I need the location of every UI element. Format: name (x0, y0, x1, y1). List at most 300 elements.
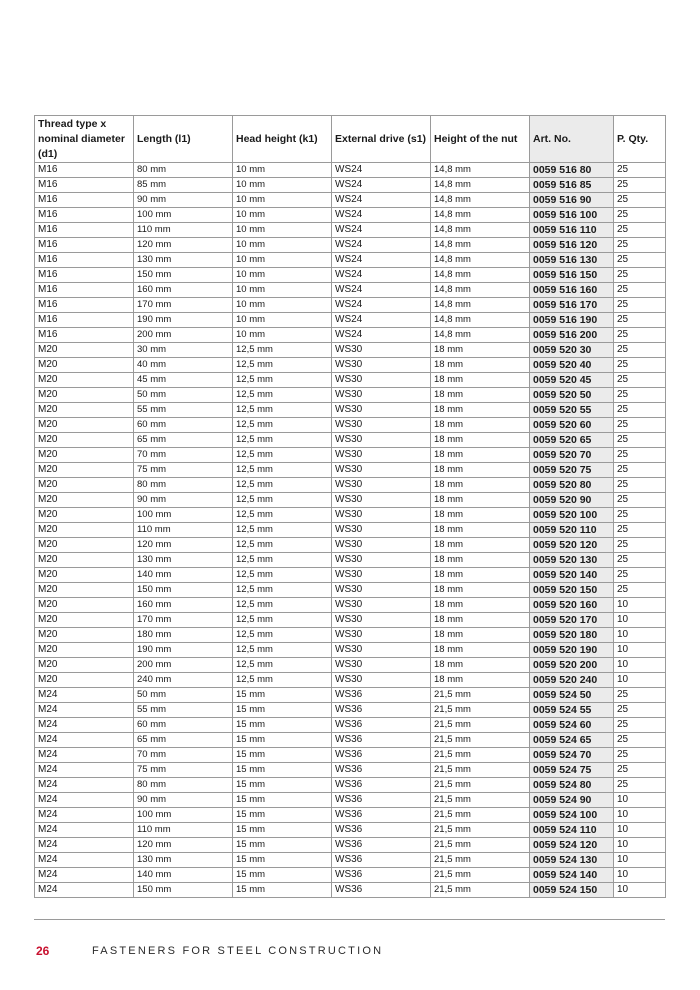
cell-length: 50 mm (134, 688, 233, 703)
cell-external-drive: WS36 (332, 883, 431, 898)
cell-length: 110 mm (134, 223, 233, 238)
cell-external-drive: WS36 (332, 793, 431, 808)
cell-nut-height: 21,5 mm (431, 733, 530, 748)
cell-nut-height: 21,5 mm (431, 778, 530, 793)
cell-nut-height: 21,5 mm (431, 868, 530, 883)
cell-length: 55 mm (134, 703, 233, 718)
cell-nut-height: 18 mm (431, 508, 530, 523)
table-row (35, 268, 666, 283)
cell-length: 65 mm (134, 733, 233, 748)
table-row (35, 868, 666, 883)
cell-head-height: 15 mm (233, 778, 332, 793)
cell-pack-qty: 25 (614, 373, 666, 388)
cell-thread-type: M20 (35, 628, 134, 643)
cell-art-no: 0059 520 70 (530, 448, 614, 463)
cell-nut-height: 14,8 mm (431, 268, 530, 283)
cell-nut-height: 21,5 mm (431, 808, 530, 823)
cell-length: 190 mm (134, 643, 233, 658)
cell-head-height: 12,5 mm (233, 538, 332, 553)
table-row (35, 283, 666, 298)
cell-art-no: 0059 524 55 (530, 703, 614, 718)
cell-thread-type: M24 (35, 748, 134, 763)
table-row (35, 193, 666, 208)
cell-nut-height: 18 mm (431, 643, 530, 658)
table-row (35, 778, 666, 793)
cell-head-height: 12,5 mm (233, 388, 332, 403)
cell-nut-height: 14,8 mm (431, 238, 530, 253)
cell-head-height: 15 mm (233, 748, 332, 763)
cell-nut-height: 14,8 mm (431, 328, 530, 343)
cell-art-no: 0059 516 85 (530, 178, 614, 193)
cell-head-height: 10 mm (233, 238, 332, 253)
cell-nut-height: 21,5 mm (431, 853, 530, 868)
cell-thread-type: M20 (35, 463, 134, 478)
cell-thread-type: M20 (35, 568, 134, 583)
table-row (35, 178, 666, 193)
cell-thread-type: M16 (35, 253, 134, 268)
header-head-height: Head height (k1) (233, 116, 332, 163)
cell-head-height: 12,5 mm (233, 508, 332, 523)
cell-thread-type: M20 (35, 373, 134, 388)
table-row (35, 478, 666, 493)
cell-nut-height: 21,5 mm (431, 793, 530, 808)
table-row (35, 748, 666, 763)
cell-art-no: 0059 524 90 (530, 793, 614, 808)
table-row (35, 553, 666, 568)
cell-external-drive: WS30 (332, 463, 431, 478)
cell-pack-qty: 25 (614, 448, 666, 463)
cell-nut-height: 21,5 mm (431, 703, 530, 718)
table-row (35, 703, 666, 718)
cell-art-no: 0059 524 130 (530, 853, 614, 868)
cell-nut-height: 18 mm (431, 523, 530, 538)
cell-pack-qty: 25 (614, 388, 666, 403)
table-row (35, 583, 666, 598)
header-length: Length (l1) (134, 116, 233, 163)
cell-length: 50 mm (134, 388, 233, 403)
cell-pack-qty: 10 (614, 868, 666, 883)
cell-length: 100 mm (134, 808, 233, 823)
cell-external-drive: WS24 (332, 328, 431, 343)
cell-head-height: 15 mm (233, 793, 332, 808)
page-number: 26 (36, 944, 50, 958)
cell-thread-type: M24 (35, 733, 134, 748)
cell-external-drive: WS30 (332, 613, 431, 628)
cell-pack-qty: 25 (614, 538, 666, 553)
cell-art-no: 0059 516 160 (530, 283, 614, 298)
cell-thread-type: M16 (35, 283, 134, 298)
cell-nut-height: 21,5 mm (431, 718, 530, 733)
table-row (35, 598, 666, 613)
cell-head-height: 12,5 mm (233, 523, 332, 538)
cell-pack-qty: 25 (614, 178, 666, 193)
cell-length: 30 mm (134, 343, 233, 358)
cell-nut-height: 21,5 mm (431, 748, 530, 763)
table-row (35, 688, 666, 703)
table-row (35, 853, 666, 868)
cell-head-height: 12,5 mm (233, 418, 332, 433)
cell-pack-qty: 25 (614, 583, 666, 598)
cell-pack-qty: 25 (614, 163, 666, 178)
cell-external-drive: WS30 (332, 388, 431, 403)
table-row (35, 373, 666, 388)
cell-external-drive: WS30 (332, 403, 431, 418)
cell-pack-qty: 25 (614, 328, 666, 343)
cell-thread-type: M20 (35, 433, 134, 448)
cell-length: 130 mm (134, 553, 233, 568)
cell-head-height: 12,5 mm (233, 598, 332, 613)
cell-art-no: 0059 524 140 (530, 868, 614, 883)
cell-length: 110 mm (134, 823, 233, 838)
cell-external-drive: WS30 (332, 343, 431, 358)
cell-length: 90 mm (134, 193, 233, 208)
cell-thread-type: M24 (35, 823, 134, 838)
header-pack-qty: P. Qty. (614, 116, 666, 163)
cell-thread-type: M16 (35, 268, 134, 283)
cell-pack-qty: 25 (614, 718, 666, 733)
cell-thread-type: M16 (35, 328, 134, 343)
table-row (35, 313, 666, 328)
cell-pack-qty: 10 (614, 838, 666, 853)
cell-pack-qty: 25 (614, 358, 666, 373)
cell-head-height: 12,5 mm (233, 478, 332, 493)
cell-external-drive: WS24 (332, 223, 431, 238)
cell-head-height: 10 mm (233, 193, 332, 208)
cell-length: 170 mm (134, 298, 233, 313)
cell-nut-height: 21,5 mm (431, 823, 530, 838)
cell-length: 70 mm (134, 748, 233, 763)
cell-nut-height: 14,8 mm (431, 163, 530, 178)
cell-art-no: 0059 524 70 (530, 748, 614, 763)
cell-pack-qty: 25 (614, 778, 666, 793)
cell-nut-height: 14,8 mm (431, 253, 530, 268)
cell-length: 90 mm (134, 793, 233, 808)
cell-head-height: 10 mm (233, 328, 332, 343)
cell-external-drive: WS24 (332, 313, 431, 328)
cell-length: 80 mm (134, 478, 233, 493)
cell-length: 55 mm (134, 403, 233, 418)
cell-head-height: 12,5 mm (233, 343, 332, 358)
cell-head-height: 12,5 mm (233, 583, 332, 598)
table-header (35, 116, 666, 163)
cell-head-height: 15 mm (233, 823, 332, 838)
cell-length: 240 mm (134, 673, 233, 688)
cell-nut-height: 18 mm (431, 448, 530, 463)
cell-nut-height: 18 mm (431, 418, 530, 433)
cell-length: 100 mm (134, 208, 233, 223)
cell-thread-type: M24 (35, 763, 134, 778)
cell-art-no: 0059 520 140 (530, 568, 614, 583)
cell-thread-type: M24 (35, 688, 134, 703)
cell-length: 200 mm (134, 658, 233, 673)
cell-thread-type: M20 (35, 403, 134, 418)
cell-nut-height: 21,5 mm (431, 883, 530, 898)
cell-pack-qty: 25 (614, 238, 666, 253)
cell-art-no: 0059 520 50 (530, 388, 614, 403)
cell-length: 120 mm (134, 838, 233, 853)
cell-head-height: 12,5 mm (233, 493, 332, 508)
table-row (35, 838, 666, 853)
cell-art-no: 0059 520 60 (530, 418, 614, 433)
cell-thread-type: M20 (35, 673, 134, 688)
cell-nut-height: 18 mm (431, 463, 530, 478)
table-row (35, 808, 666, 823)
cell-nut-height: 18 mm (431, 553, 530, 568)
cell-length: 60 mm (134, 418, 233, 433)
cell-art-no: 0059 516 150 (530, 268, 614, 283)
cell-nut-height: 14,8 mm (431, 208, 530, 223)
cell-art-no: 0059 520 180 (530, 628, 614, 643)
cell-nut-height: 18 mm (431, 568, 530, 583)
cell-pack-qty: 10 (614, 628, 666, 643)
cell-external-drive: WS24 (332, 268, 431, 283)
cell-art-no: 0059 524 110 (530, 823, 614, 838)
cell-length: 65 mm (134, 433, 233, 448)
cell-nut-height: 18 mm (431, 673, 530, 688)
table-row (35, 388, 666, 403)
cell-thread-type: M20 (35, 598, 134, 613)
cell-external-drive: WS30 (332, 448, 431, 463)
table-row (35, 328, 666, 343)
cell-pack-qty: 25 (614, 733, 666, 748)
cell-art-no: 0059 520 110 (530, 523, 614, 538)
cell-art-no: 0059 520 80 (530, 478, 614, 493)
table-row (35, 538, 666, 553)
cell-thread-type: M16 (35, 178, 134, 193)
cell-thread-type: M24 (35, 808, 134, 823)
cell-external-drive: WS24 (332, 163, 431, 178)
cell-art-no: 0059 524 80 (530, 778, 614, 793)
table-row (35, 358, 666, 373)
cell-length: 45 mm (134, 373, 233, 388)
table-row (35, 253, 666, 268)
cell-art-no: 0059 520 130 (530, 553, 614, 568)
cell-length: 140 mm (134, 868, 233, 883)
header-art-no: Art. No. (530, 116, 614, 163)
cell-head-height: 10 mm (233, 268, 332, 283)
cell-head-height: 12,5 mm (233, 658, 332, 673)
table-row (35, 613, 666, 628)
cell-pack-qty: 10 (614, 808, 666, 823)
cell-length: 130 mm (134, 853, 233, 868)
cell-pack-qty: 25 (614, 223, 666, 238)
cell-nut-height: 18 mm (431, 478, 530, 493)
cell-thread-type: M24 (35, 703, 134, 718)
cell-head-height: 12,5 mm (233, 448, 332, 463)
cell-art-no: 0059 524 75 (530, 763, 614, 778)
cell-length: 80 mm (134, 778, 233, 793)
cell-thread-type: M16 (35, 298, 134, 313)
cell-art-no: 0059 520 75 (530, 463, 614, 478)
cell-pack-qty: 10 (614, 853, 666, 868)
table-row (35, 643, 666, 658)
cell-external-drive: WS36 (332, 688, 431, 703)
cell-external-drive: WS30 (332, 523, 431, 538)
cell-head-height: 15 mm (233, 808, 332, 823)
table-body (35, 163, 666, 898)
cell-head-height: 15 mm (233, 733, 332, 748)
cell-external-drive: WS30 (332, 538, 431, 553)
cell-external-drive: WS30 (332, 358, 431, 373)
cell-external-drive: WS24 (332, 208, 431, 223)
table-row (35, 628, 666, 643)
cell-pack-qty: 10 (614, 883, 666, 898)
cell-pack-qty: 25 (614, 208, 666, 223)
table-row (35, 883, 666, 898)
cell-external-drive: WS24 (332, 283, 431, 298)
cell-nut-height: 18 mm (431, 598, 530, 613)
cell-length: 190 mm (134, 313, 233, 328)
cell-external-drive: WS36 (332, 838, 431, 853)
table-row (35, 793, 666, 808)
cell-thread-type: M20 (35, 523, 134, 538)
table-row (35, 433, 666, 448)
header-nut-height: Height of the nut (431, 116, 530, 163)
cell-thread-type: M16 (35, 238, 134, 253)
cell-length: 40 mm (134, 358, 233, 373)
cell-art-no: 0059 524 65 (530, 733, 614, 748)
cell-external-drive: WS30 (332, 673, 431, 688)
cell-length: 200 mm (134, 328, 233, 343)
cell-thread-type: M20 (35, 478, 134, 493)
header-row (35, 116, 666, 163)
table-row (35, 403, 666, 418)
cell-head-height: 12,5 mm (233, 613, 332, 628)
cell-head-height: 10 mm (233, 298, 332, 313)
cell-art-no: 0059 520 100 (530, 508, 614, 523)
cell-pack-qty: 10 (614, 613, 666, 628)
cell-external-drive: WS36 (332, 868, 431, 883)
cell-nut-height: 18 mm (431, 373, 530, 388)
cell-art-no: 0059 516 170 (530, 298, 614, 313)
cell-nut-height: 18 mm (431, 583, 530, 598)
cell-art-no: 0059 520 65 (530, 433, 614, 448)
cell-external-drive: WS24 (332, 298, 431, 313)
cell-thread-type: M16 (35, 223, 134, 238)
cell-external-drive: WS30 (332, 508, 431, 523)
cell-art-no: 0059 524 120 (530, 838, 614, 853)
cell-external-drive: WS24 (332, 238, 431, 253)
cell-thread-type: M24 (35, 718, 134, 733)
cell-nut-height: 21,5 mm (431, 838, 530, 853)
cell-head-height: 12,5 mm (233, 433, 332, 448)
cell-nut-height: 14,8 mm (431, 313, 530, 328)
cell-pack-qty: 10 (614, 658, 666, 673)
cell-thread-type: M20 (35, 643, 134, 658)
cell-pack-qty: 25 (614, 763, 666, 778)
cell-nut-height: 18 mm (431, 628, 530, 643)
cell-length: 150 mm (134, 583, 233, 598)
cell-pack-qty: 25 (614, 703, 666, 718)
cell-thread-type: M24 (35, 868, 134, 883)
cell-head-height: 15 mm (233, 718, 332, 733)
cell-pack-qty: 10 (614, 643, 666, 658)
cell-thread-type: M20 (35, 388, 134, 403)
cell-length: 160 mm (134, 283, 233, 298)
cell-length: 70 mm (134, 448, 233, 463)
cell-external-drive: WS36 (332, 823, 431, 838)
cell-art-no: 0059 520 55 (530, 403, 614, 418)
cell-thread-type: M24 (35, 883, 134, 898)
cell-art-no: 0059 524 100 (530, 808, 614, 823)
cell-head-height: 12,5 mm (233, 358, 332, 373)
cell-head-height: 10 mm (233, 223, 332, 238)
cell-pack-qty: 25 (614, 313, 666, 328)
cell-art-no: 0059 524 150 (530, 883, 614, 898)
cell-nut-height: 18 mm (431, 433, 530, 448)
cell-head-height: 15 mm (233, 838, 332, 853)
cell-external-drive: WS36 (332, 703, 431, 718)
cell-external-drive: WS30 (332, 568, 431, 583)
cell-head-height: 12,5 mm (233, 403, 332, 418)
cell-external-drive: WS36 (332, 733, 431, 748)
cell-head-height: 12,5 mm (233, 463, 332, 478)
cell-head-height: 15 mm (233, 763, 332, 778)
table-row (35, 163, 666, 178)
cell-pack-qty: 25 (614, 493, 666, 508)
cell-art-no: 0059 516 120 (530, 238, 614, 253)
cell-art-no: 0059 520 40 (530, 358, 614, 373)
cell-art-no: 0059 516 110 (530, 223, 614, 238)
cell-length: 150 mm (134, 268, 233, 283)
cell-thread-type: M16 (35, 208, 134, 223)
cell-pack-qty: 10 (614, 793, 666, 808)
table-row (35, 568, 666, 583)
cell-length: 130 mm (134, 253, 233, 268)
cell-thread-type: M20 (35, 493, 134, 508)
cell-external-drive: WS30 (332, 643, 431, 658)
cell-pack-qty: 25 (614, 283, 666, 298)
cell-art-no: 0059 520 90 (530, 493, 614, 508)
cell-art-no: 0059 520 190 (530, 643, 614, 658)
cell-thread-type: M20 (35, 538, 134, 553)
cell-head-height: 12,5 mm (233, 568, 332, 583)
cell-length: 75 mm (134, 463, 233, 478)
cell-pack-qty: 25 (614, 508, 666, 523)
header-thread-type: Thread type x nominal diameter (d1) (35, 116, 134, 163)
table-row (35, 208, 666, 223)
cell-thread-type: M20 (35, 583, 134, 598)
cell-external-drive: WS36 (332, 853, 431, 868)
cell-nut-height: 18 mm (431, 358, 530, 373)
table-row (35, 733, 666, 748)
cell-head-height: 15 mm (233, 883, 332, 898)
cell-external-drive: WS36 (332, 808, 431, 823)
cell-thread-type: M20 (35, 448, 134, 463)
table-row (35, 658, 666, 673)
cell-length: 170 mm (134, 613, 233, 628)
cell-pack-qty: 10 (614, 823, 666, 838)
cell-art-no: 0059 516 190 (530, 313, 614, 328)
footer-title: FASTENERS FOR STEEL CONSTRUCTION (92, 945, 384, 957)
cell-thread-type: M24 (35, 793, 134, 808)
cell-thread-type: M16 (35, 313, 134, 328)
cell-thread-type: M20 (35, 658, 134, 673)
cell-thread-type: M24 (35, 853, 134, 868)
cell-length: 100 mm (134, 508, 233, 523)
table-row (35, 823, 666, 838)
header-external-drive: External drive (s1) (332, 116, 431, 163)
cell-nut-height: 18 mm (431, 343, 530, 358)
cell-pack-qty: 25 (614, 268, 666, 283)
cell-thread-type: M20 (35, 343, 134, 358)
cell-thread-type: M20 (35, 553, 134, 568)
cell-length: 140 mm (134, 568, 233, 583)
cell-art-no: 0059 520 200 (530, 658, 614, 673)
cell-external-drive: WS24 (332, 178, 431, 193)
cell-nut-height: 14,8 mm (431, 283, 530, 298)
cell-thread-type: M16 (35, 193, 134, 208)
